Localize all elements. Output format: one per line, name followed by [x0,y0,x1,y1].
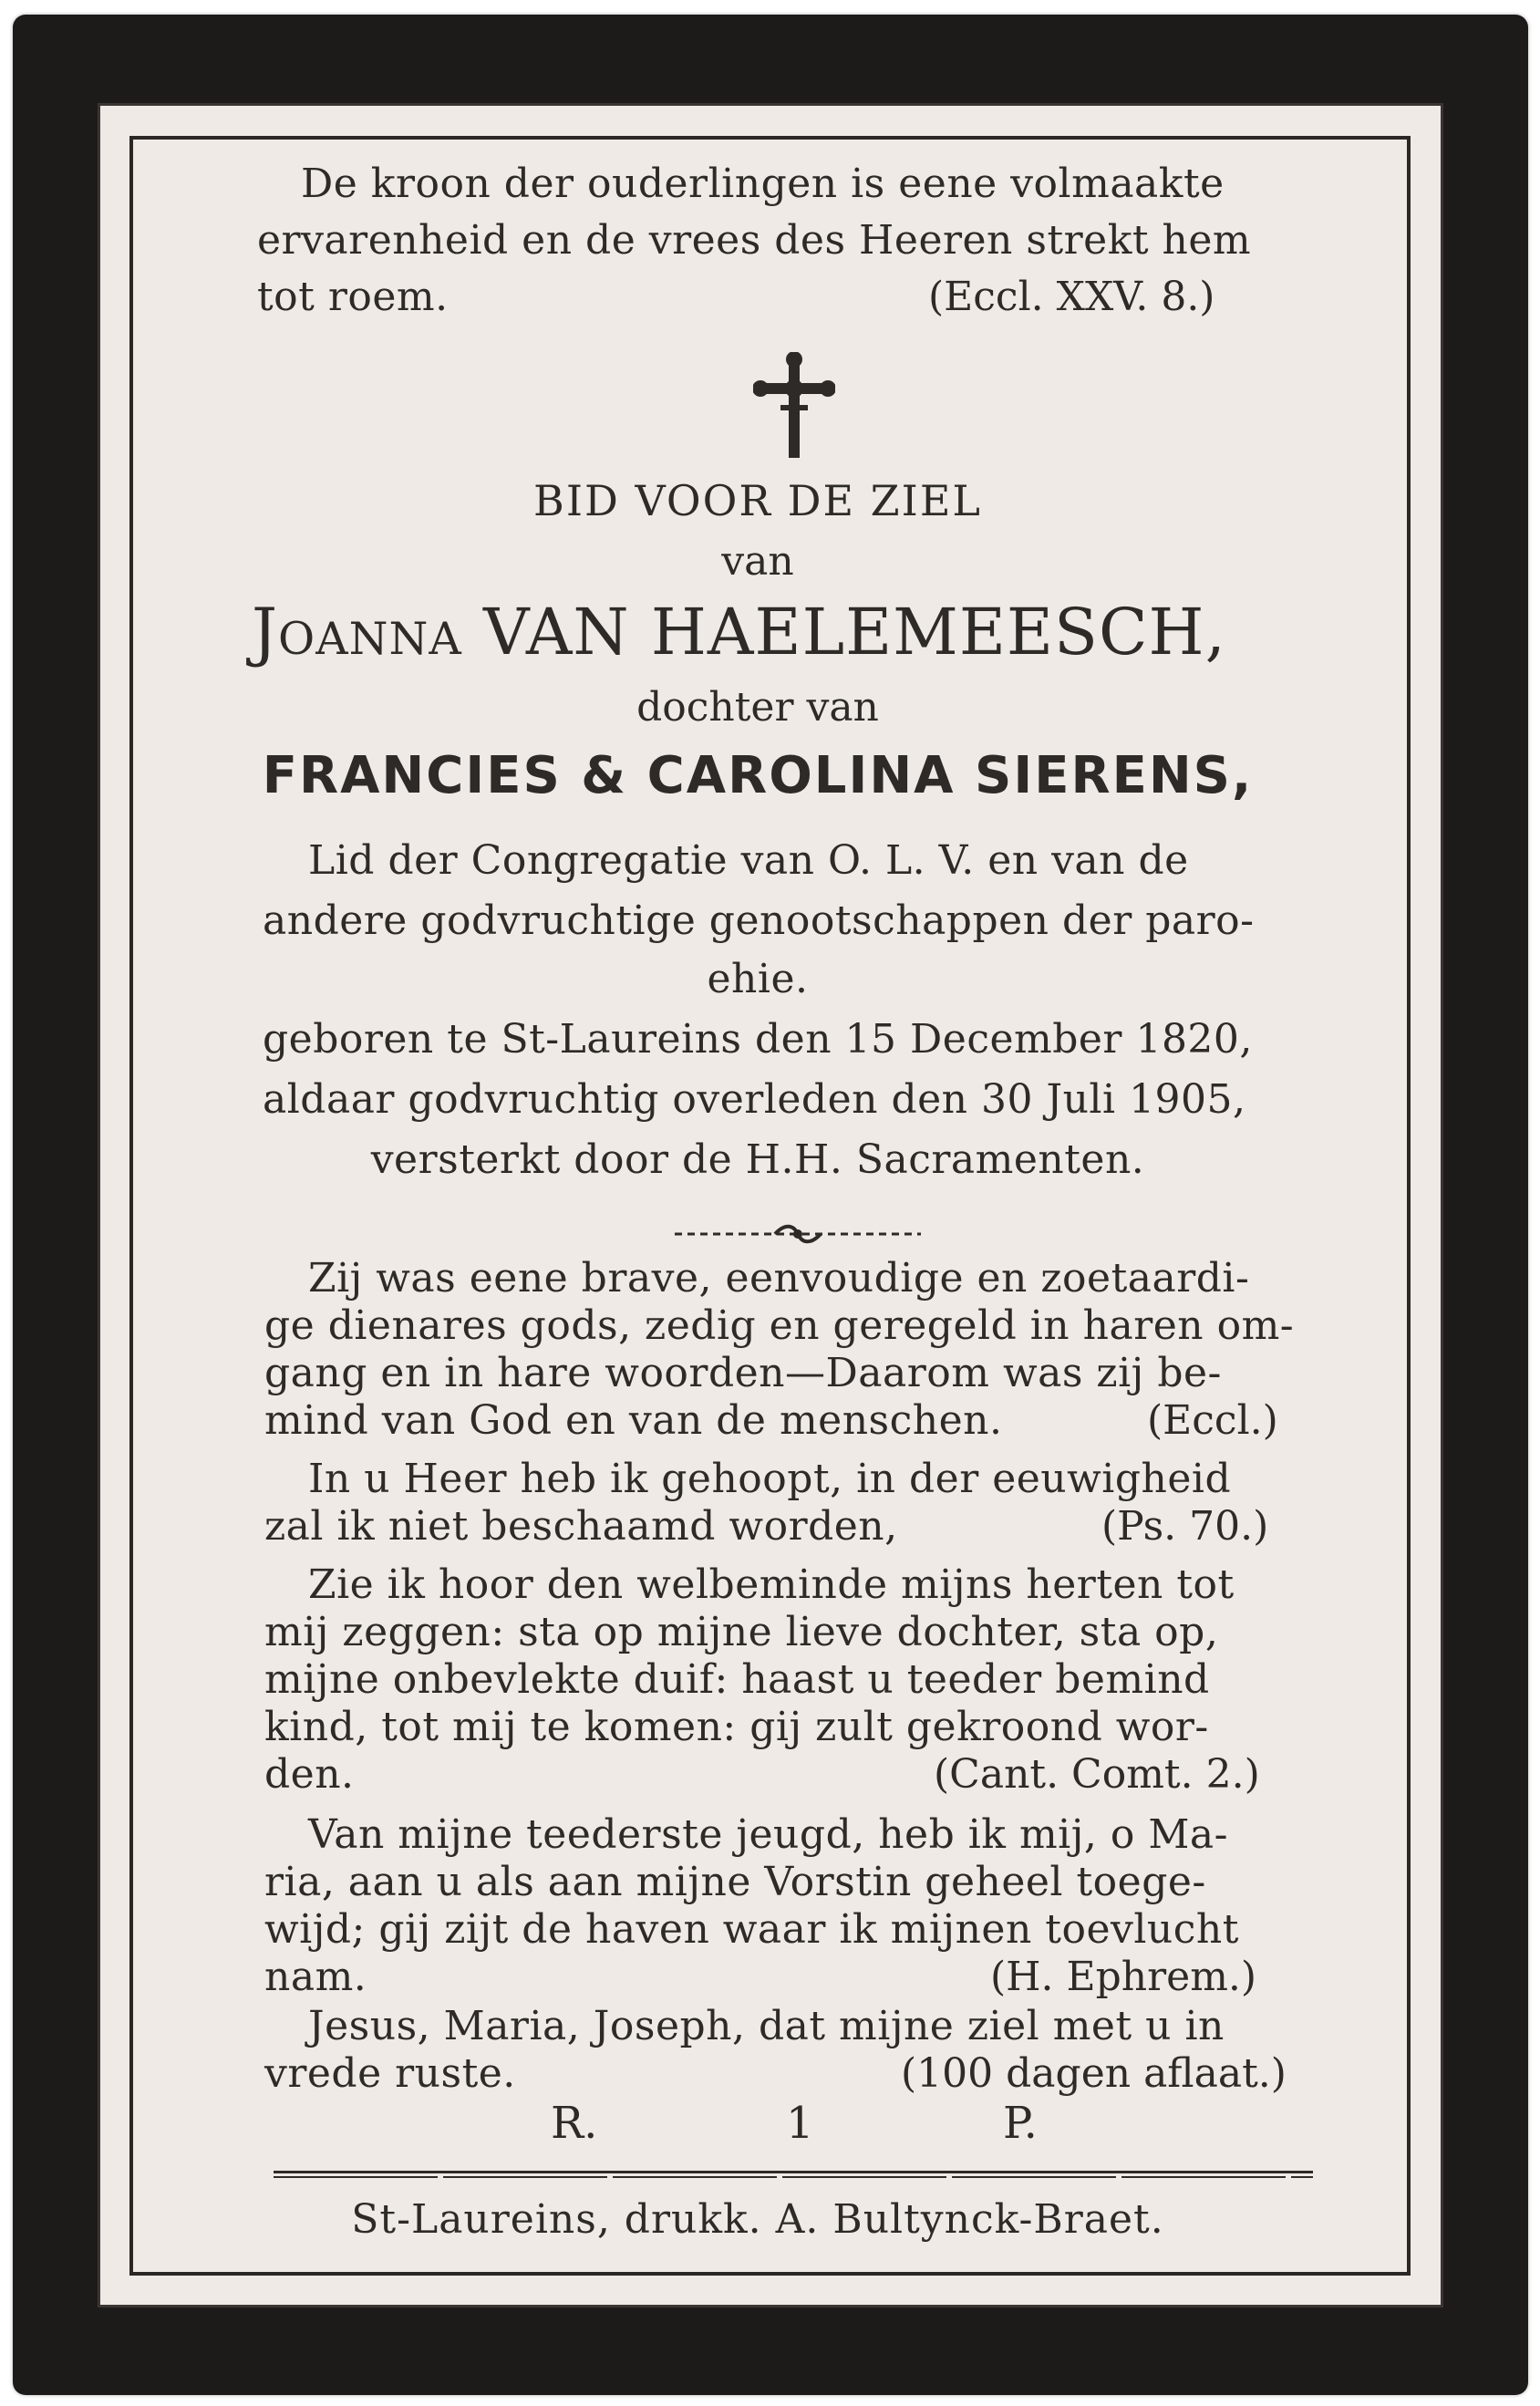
p4-line-4: nam. [264,1954,367,2000]
p5-line-2: vrede ruste. [264,2050,516,2097]
p3-line-5: den. [264,1751,355,1798]
p2-line-1: In u Heer heb ik gehoopt, in der eeuwigheid [308,1456,1232,1502]
bio-line-5: aldaar godvruchtig overleden den 30 Juli 1905, [263,1076,1246,1123]
p1-line-1: Zij was eene brave, eenvoudige en zoetaardi- [308,1255,1250,1302]
footer-rule-double [274,2176,1313,2178]
bio-line-3: ehie. [707,956,809,1002]
rip-r: R. [551,2098,598,2149]
cross-icon [753,352,835,460]
deceased-first-name: Joanna [252,595,462,669]
p3-line-3: mijne onbevlekte duif: haast u teeder bemind [264,1656,1210,1703]
p1-line-4: mind van God en van de menschen. [264,1397,1003,1444]
epigraph-line-1: De kroon der ouderlingen is eene volmaakte [301,161,1225,207]
p1-line-2: ge dienares gods, zedig en geregeld in haren om- [264,1302,1295,1349]
p1-line-3: gang en in hare woorden—Daarom was zij be- [264,1350,1222,1396]
parents-names: FRANCIES & CAROLINA SIERENS, [262,746,1254,805]
p2-line-2: zal ik niet beschaamd worden, [264,1503,898,1550]
bio-line-1: Lid der Congregatie van O. L. V. en van de [308,837,1189,884]
dochter-van-line: dochter van [636,684,879,731]
p5-source: (100 dagen aflaat.) [901,2050,1287,2097]
printer-imprint: St-Laureins, drukk. A. Bultynck-Braet. [351,2196,1164,2243]
prayer-heading: BID VOOR DE ZIEL [533,476,982,525]
bio-line-6: versterkt door de H.H. Sacramenten. [370,1136,1145,1183]
p3-line-2: mij zeggen: sta op mijne lieve dochter, sta op, [264,1609,1219,1655]
p3-line-1: Zie ik hoor den welbeminde mijns herten tot [308,1561,1235,1608]
p4-line-1: Van mijne teederste jeugd, heb ik mij, o Ma- [308,1811,1228,1858]
p3-line-4: kind, tot mij te komen: gij zult gekroond wor- [264,1704,1209,1750]
p5-line-1: Jesus, Maria, Joseph, dat mijne ziel met u in [308,2003,1225,2049]
divider-ornament [675,1222,921,1246]
footer-rule [274,2171,1313,2173]
bio-line-4: geboren te St-Laureins den 15 December 1820, [263,1016,1253,1063]
p3-source: (Cant. Comt. 2.) [934,1751,1260,1798]
epigraph-line-3: tot roem. [257,274,449,320]
p4-line-3: wijd; gij zijt de haven waar ik mijnen toevlucht [264,1906,1239,1953]
rip-i: 1 [786,2098,814,2149]
rip-p: P. [1003,2098,1038,2149]
p1-source: (Eccl.) [1147,1397,1278,1444]
van-line: van [721,538,794,585]
p2-source: (Ps. 70.) [1101,1503,1269,1550]
bio-line-2: andere godvruchtige genootschappen der paro- [263,897,1255,944]
epigraph-source: (Eccl. XXV. 8.) [928,274,1215,320]
p4-line-2: ria, aan u als aan mijne Vorstin geheel toege- [264,1859,1206,1905]
deceased-name [252,595,1226,669]
p4-source: (H. Ephrem.) [990,1954,1257,2000]
deceased-last-name: VAN HAELEMEESCH, [483,595,1226,669]
epigraph-line-2: ervarenheid en de vrees des Heeren strekt hem [257,217,1252,264]
